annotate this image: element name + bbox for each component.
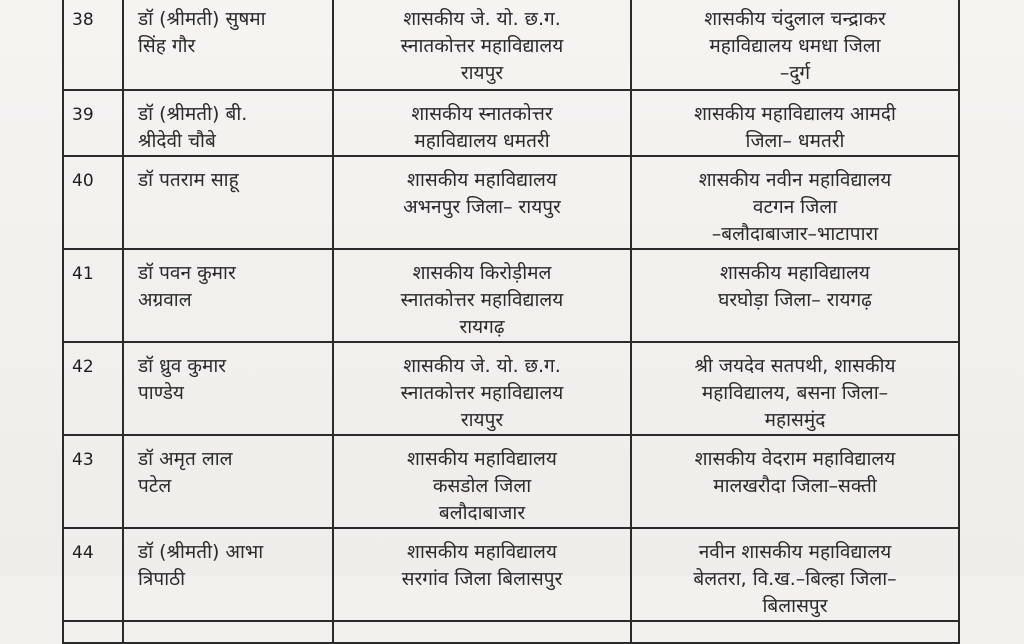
new-posting-cell: शासकीय महाविद्यालय आमदी जिला– धमतरी xyxy=(631,90,959,156)
table-row xyxy=(63,90,959,156)
new-posting-cell: शासकीय महाविद्यालय घरघोड़ा जिला– रायगढ़ xyxy=(631,249,959,342)
serial-number-cell: 40 xyxy=(63,156,123,249)
new-posting-cell: शासकीय वेदराम महाविद्यालय मालखरौदा जिला–सक्ती xyxy=(631,435,959,528)
current-posting-cell: शासकीय स्नातकोत्तर महाविद्यालय धमतरी xyxy=(333,90,631,156)
name-cell: डॉ पतराम साहू xyxy=(123,156,333,249)
serial-number-cell xyxy=(63,621,123,643)
serial-number-cell: 41 xyxy=(63,249,123,342)
current-posting-cell: शासकीय महाविद्यालय अभनपुर जिला– रायपुर xyxy=(333,156,631,249)
current-posting-cell: शासकीय महाविद्यालय कसडोल जिला बलौदाबाजार xyxy=(333,435,631,528)
new-posting-cell: श्री जयदेव सतपथी, शासकीय महाविद्यालय, बसना जिला– महासमुंद xyxy=(631,342,959,435)
name-cell: डॉ अमृत लाल पटेल xyxy=(123,435,333,528)
table-row xyxy=(63,156,959,249)
current-posting-cell: शासकीय महाविद्यालय सरगांव जिला बिलासपुर xyxy=(333,528,631,621)
transfer-list-table xyxy=(62,0,960,644)
serial-number-cell: 43 xyxy=(63,435,123,528)
table-row xyxy=(63,0,959,90)
table-row xyxy=(63,249,959,342)
table-row xyxy=(63,528,959,621)
current-posting-cell: शासकीय किरोड़ीमल स्नातकोत्तर महाविद्यालय रायगढ़ xyxy=(333,249,631,342)
new-posting-cell xyxy=(631,621,959,643)
serial-number-cell: 44 xyxy=(63,528,123,621)
table-row-cut-off xyxy=(63,621,959,643)
serial-number-cell: 42 xyxy=(63,342,123,435)
current-posting-cell: शासकीय जे. यो. छ.ग. स्नातकोत्तर महाविद्यालय रायपुर xyxy=(333,0,631,90)
name-cell: डॉ (श्रीमती) बी. श्रीदेवी चौबे xyxy=(123,90,333,156)
new-posting-cell: नवीन शासकीय महाविद्यालय बेलतरा, वि.ख.–बिल्हा जिला– बिलासपुर xyxy=(631,528,959,621)
serial-number-cell: 38 xyxy=(63,0,123,90)
name-cell: डॉ ध्रुव कुमार पाण्डेय xyxy=(123,342,333,435)
current-posting-cell: शासकीय जे. यो. छ.ग. स्नातकोत्तर महाविद्यालय रायपुर xyxy=(333,342,631,435)
name-cell: डॉ पवन कुमार अग्रवाल xyxy=(123,249,333,342)
name-cell xyxy=(123,621,333,643)
table-row xyxy=(63,342,959,435)
table-row xyxy=(63,435,959,528)
new-posting-cell: शासकीय नवीन महाविद्यालय वटगन जिला –बलौदाबाजार–भाटापारा xyxy=(631,156,959,249)
name-cell: डॉ (श्रीमती) सुषमा सिंह गौर xyxy=(123,0,333,90)
new-posting-cell: शासकीय चंदुलाल चन्द्राकर महाविद्यालय धमधा जिला –दुर्ग xyxy=(631,0,959,90)
serial-number-cell: 39 xyxy=(63,90,123,156)
name-cell: डॉ (श्रीमती) आभा त्रिपाठी xyxy=(123,528,333,621)
current-posting-cell xyxy=(333,621,631,643)
